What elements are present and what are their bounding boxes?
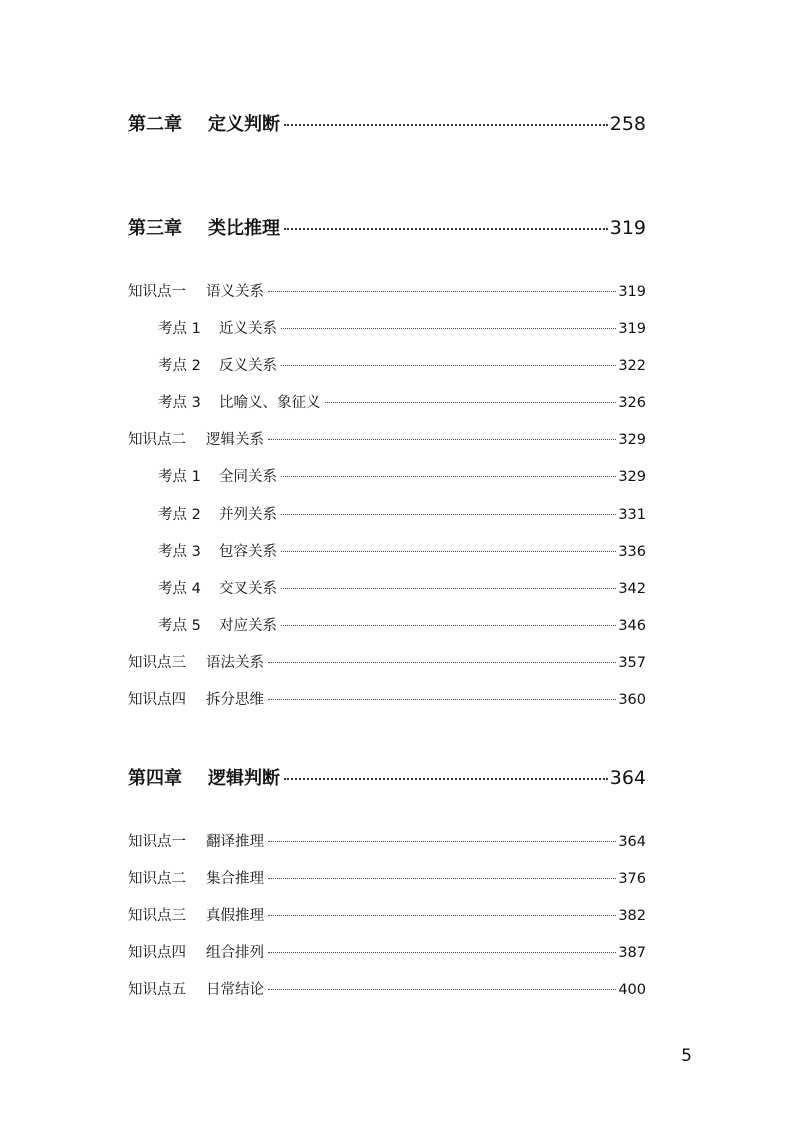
dot-leader xyxy=(281,588,616,589)
page-number: 364 xyxy=(609,767,646,789)
point-title: 近义关系 xyxy=(219,321,277,337)
toc-point[interactable] xyxy=(158,391,646,412)
toc-point[interactable] xyxy=(158,354,646,375)
dot-leader xyxy=(284,228,608,230)
section-title: 拆分思维 xyxy=(206,692,264,708)
toc-point[interactable] xyxy=(158,540,646,561)
page-number: 319 xyxy=(618,321,646,337)
point-number: 考点 3 xyxy=(158,544,201,560)
dot-leader xyxy=(268,989,616,990)
page-number: 357 xyxy=(618,655,646,671)
dot-leader xyxy=(268,699,616,700)
point-title: 对应关系 xyxy=(219,618,277,634)
page-number: 326 xyxy=(618,395,646,411)
point-number: 考点 4 xyxy=(158,581,201,597)
page-number: 382 xyxy=(618,908,646,924)
dot-leader xyxy=(281,328,616,329)
toc-point[interactable] xyxy=(158,465,646,486)
dot-leader xyxy=(268,878,616,879)
dot-leader xyxy=(281,476,616,477)
toc-section[interactable] xyxy=(128,830,646,851)
section-number: 知识点二 xyxy=(128,432,186,448)
dot-leader xyxy=(281,551,616,552)
section-number: 知识点二 xyxy=(128,871,186,887)
section-number: 知识点四 xyxy=(128,692,186,708)
chapter-number: 第二章 xyxy=(128,114,182,135)
page-number: 400 xyxy=(618,982,646,998)
point-number: 考点 1 xyxy=(158,469,201,485)
dot-leader xyxy=(268,662,616,663)
chapter-title: 逻辑判断 xyxy=(208,768,280,789)
point-number: 考点 2 xyxy=(158,358,201,374)
dot-leader xyxy=(268,841,616,842)
section-number: 知识点一 xyxy=(128,284,186,300)
section-title: 集合推理 xyxy=(206,871,264,887)
section-title: 语义关系 xyxy=(206,284,264,300)
dot-leader xyxy=(268,952,616,953)
toc-section[interactable] xyxy=(128,904,646,925)
point-title: 反义关系 xyxy=(219,358,277,374)
page-folio: 5 xyxy=(681,1046,692,1066)
section-number: 知识点三 xyxy=(128,908,186,924)
toc-point[interactable] xyxy=(158,614,646,635)
chapter-title: 类比推理 xyxy=(208,218,280,239)
dot-leader xyxy=(284,778,608,780)
page-number: 346 xyxy=(618,618,646,634)
page-number: 387 xyxy=(618,945,646,961)
toc-section[interactable] xyxy=(128,428,646,449)
point-title: 比喻义、象征义 xyxy=(219,395,321,411)
dot-leader xyxy=(281,365,616,366)
dot-leader xyxy=(268,291,616,292)
chapter-number: 第三章 xyxy=(128,218,182,239)
toc-section[interactable] xyxy=(128,867,646,888)
point-number: 考点 3 xyxy=(158,395,201,411)
toc-point[interactable] xyxy=(158,503,646,524)
chapter-number: 第四章 xyxy=(128,768,182,789)
toc-chapter-4[interactable] xyxy=(128,764,646,790)
page-number: 342 xyxy=(618,581,646,597)
point-number: 考点 2 xyxy=(158,507,201,523)
chapter-title: 定义判断 xyxy=(208,114,280,135)
page-number: 336 xyxy=(618,544,646,560)
page-number: 331 xyxy=(618,507,646,523)
point-number: 考点 5 xyxy=(158,618,201,634)
section-title: 逻辑关系 xyxy=(206,432,264,448)
dot-leader xyxy=(281,625,616,626)
point-title: 并列关系 xyxy=(219,507,277,523)
point-title: 全同关系 xyxy=(219,469,277,485)
dot-leader xyxy=(268,439,616,440)
toc-section[interactable] xyxy=(128,941,646,962)
toc-chapter-2[interactable] xyxy=(128,110,646,136)
toc-section[interactable] xyxy=(128,688,646,709)
section-title: 翻译推理 xyxy=(206,834,264,850)
dot-leader xyxy=(281,514,616,515)
section-title: 真假推理 xyxy=(206,908,264,924)
dot-leader xyxy=(268,915,616,916)
page-number: 319 xyxy=(618,284,646,300)
toc-point[interactable] xyxy=(158,317,646,338)
toc-section[interactable] xyxy=(128,651,646,672)
toc-section[interactable] xyxy=(128,280,646,301)
section-title: 日常结论 xyxy=(206,982,264,998)
section-title: 组合排列 xyxy=(206,945,264,961)
dot-leader xyxy=(284,124,608,126)
toc-section[interactable] xyxy=(128,978,646,999)
page-number: 258 xyxy=(609,113,646,135)
section-number: 知识点一 xyxy=(128,834,186,850)
section-title: 语法关系 xyxy=(206,655,264,671)
page-number: 329 xyxy=(618,432,646,448)
page-number: 329 xyxy=(618,469,646,485)
section-number: 知识点五 xyxy=(128,982,186,998)
page-number: 364 xyxy=(618,834,646,850)
point-title: 包容关系 xyxy=(219,544,277,560)
page-number: 322 xyxy=(618,358,646,374)
toc-chapter-3[interactable] xyxy=(128,214,646,240)
point-number: 考点 1 xyxy=(158,321,201,337)
page-number: 319 xyxy=(609,217,646,239)
section-number: 知识点四 xyxy=(128,945,186,961)
page-number: 360 xyxy=(618,692,646,708)
toc-point[interactable] xyxy=(158,577,646,598)
point-title: 交叉关系 xyxy=(219,581,277,597)
dot-leader xyxy=(325,402,617,403)
page-number: 376 xyxy=(618,871,646,887)
section-number: 知识点三 xyxy=(128,655,186,671)
